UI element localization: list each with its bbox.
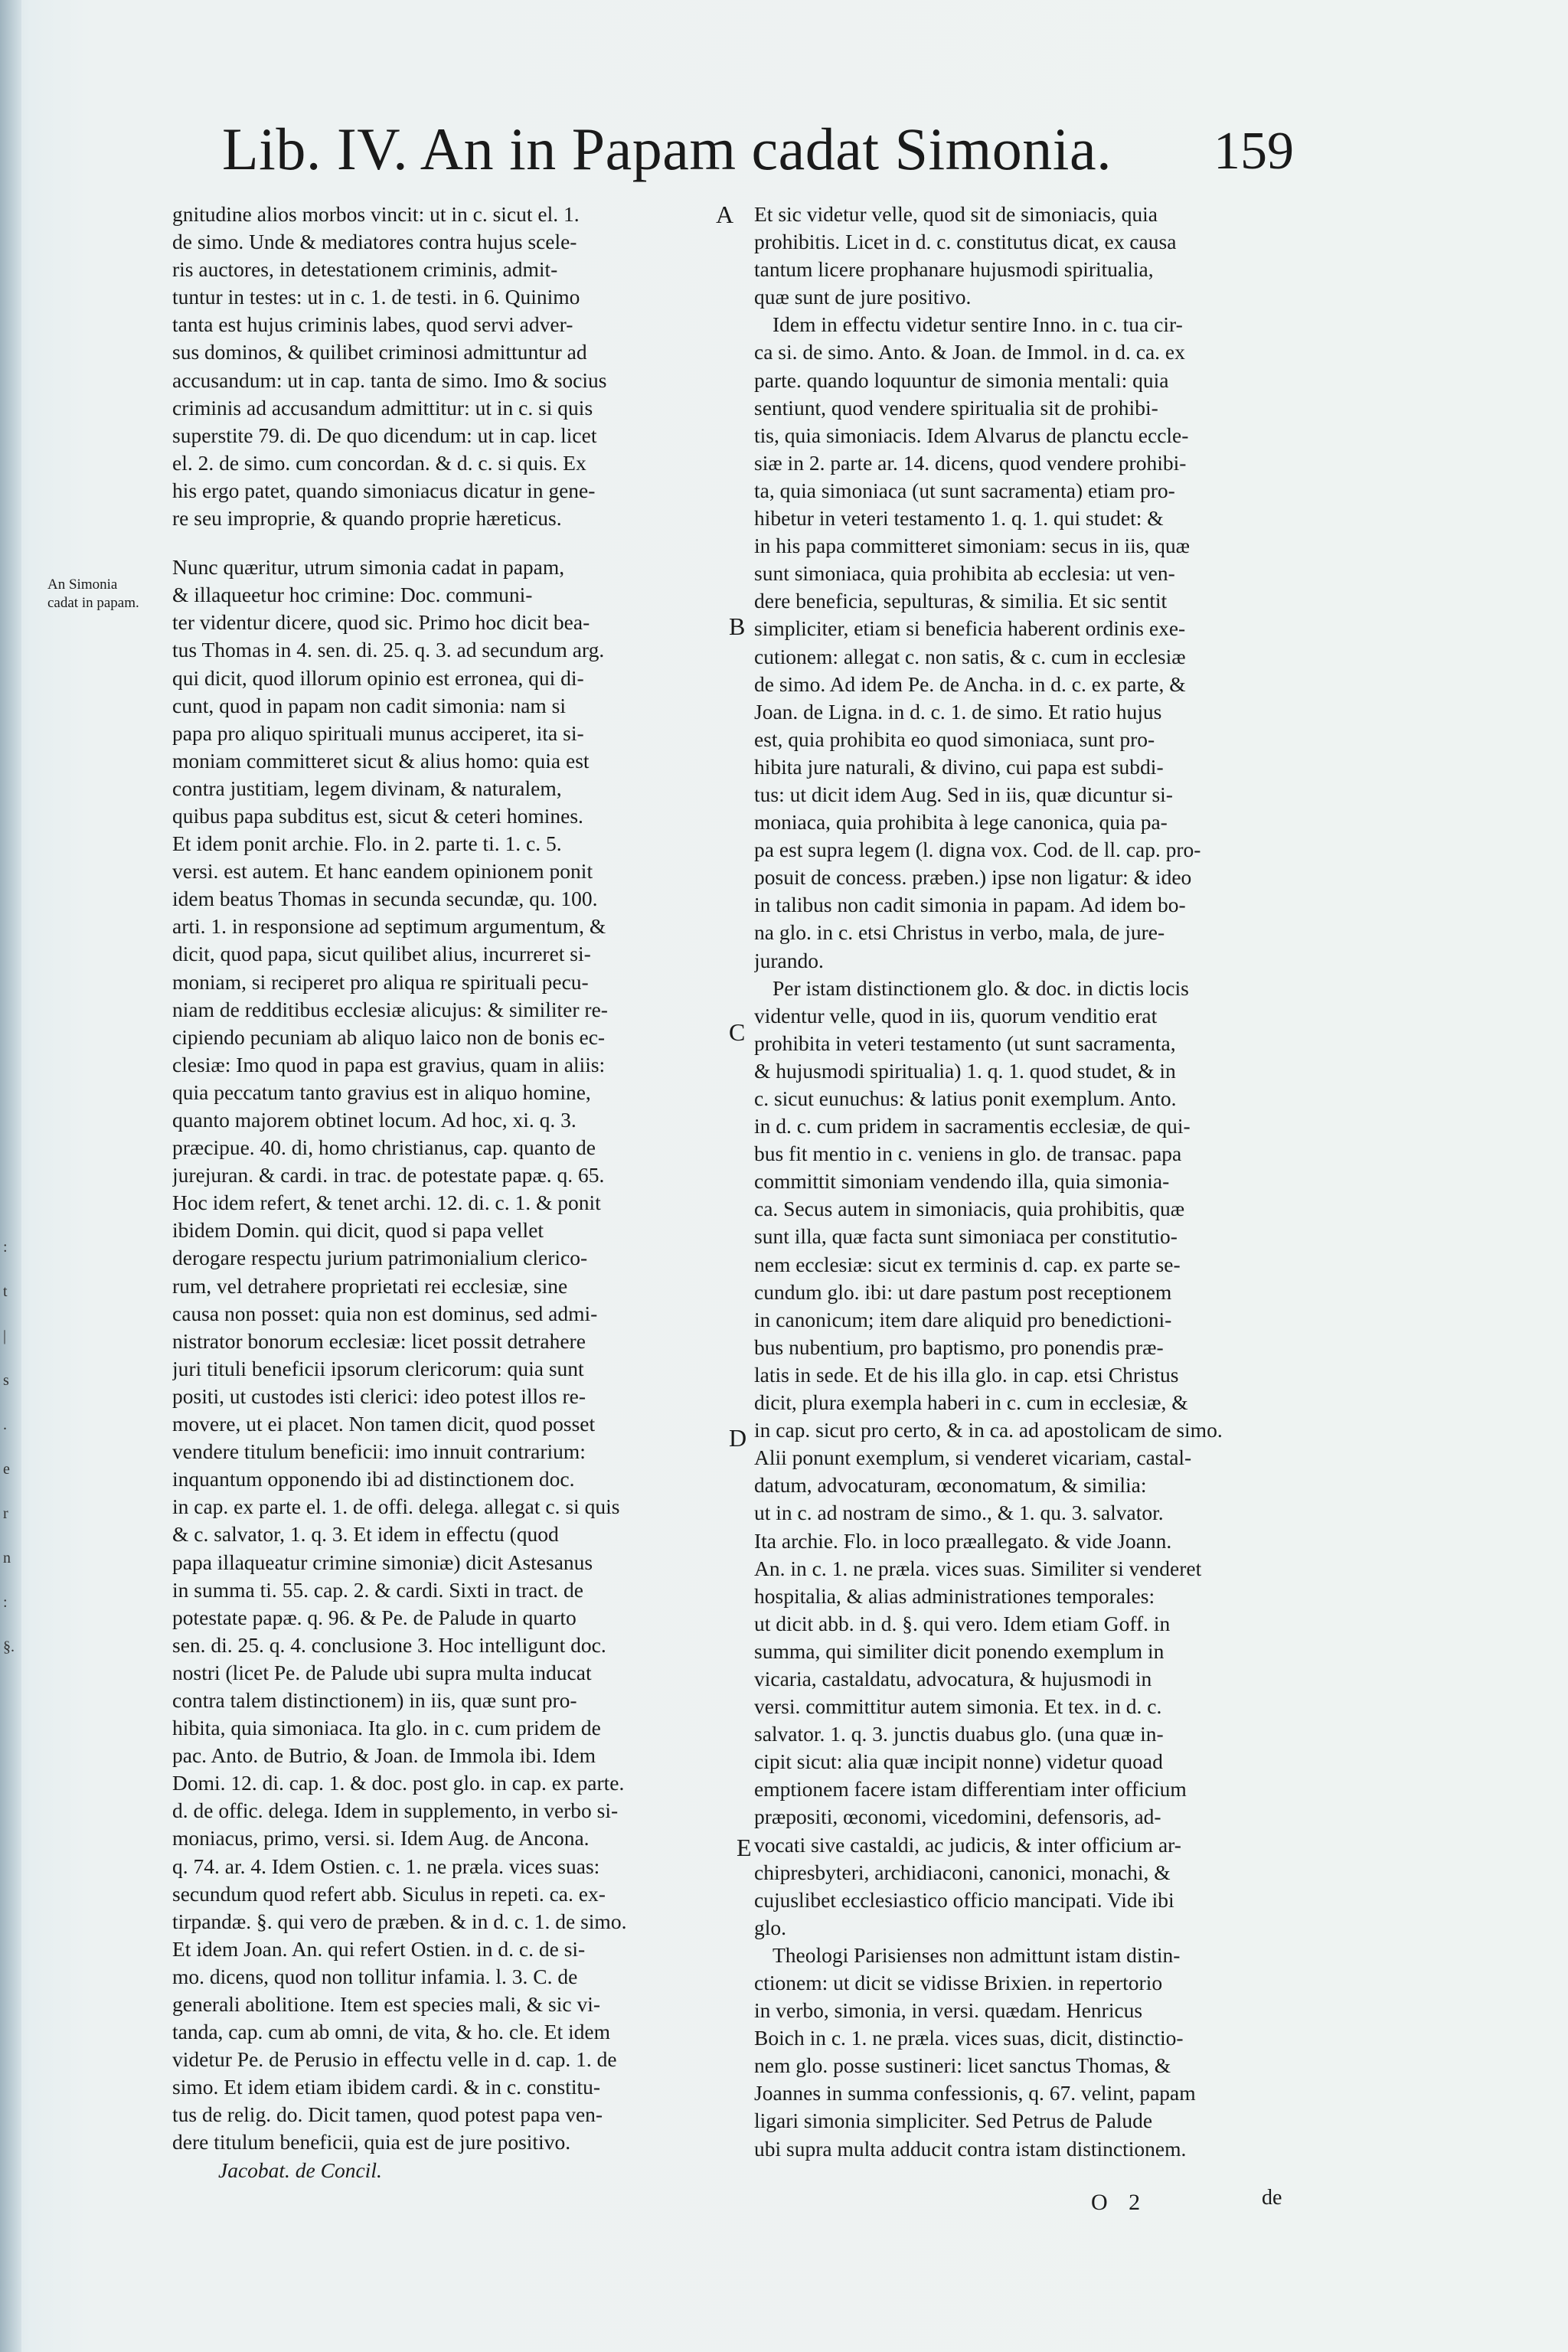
text-line: glo. [754,1915,787,1939]
text-line: secundum quod refert abb. Siculus in repeti. ca. ex- [172,1881,606,1906]
text-line: videtur Pe. de Perusio in effectu velle in d. cap. 1. de [172,2047,617,2072]
text-line: qui dicit, quod illorum opinio est erronea, qui di- [172,665,584,690]
text-line: Theologi Parisienses non admittunt istam distin- [773,1942,1181,1967]
text-line: in d. c. cum pridem in sacramentis ecclesiæ, de qui- [754,1114,1191,1138]
text-line: his ergo patet, quando simoniacus dicatur in gene- [172,478,596,502]
section-marker-e: E [737,1834,752,1861]
text-line: sunt illa, quæ facta sunt simoniaca per constitutio- [754,1224,1178,1249]
text-line: moniam, si reciperet pro aliqua re spirituali pecu- [172,969,589,994]
text-line: Et sic videtur velle, quod sit de simoniacis, quia [754,202,1158,226]
text-line: hibita, quia simoniaca. Ita glo. in c. cum pridem de [172,1716,601,1740]
text-line: ca si. de simo. Anto. & Joan. de Immol. in d. ca. ex [754,340,1185,364]
text-line: Et idem ponit archie. Flo. in 2. parte ti. 1. c. 5. [172,831,562,856]
text-line: ter videntur dicere, quod sic. Primo hoc dicit bea- [172,610,590,635]
section-marker-b: B [729,612,746,640]
left-paragraph-1 [172,201,727,532]
text-line: Alii ponunt exemplum, si venderet vicariam, castal- [754,1446,1192,1470]
left-catchword: Jacobat. de Concil. [218,2158,382,2182]
text-line: in talibus non cadit simonia in papam. Ad idem bo- [754,893,1186,917]
signature-mark: O 2 [1091,2190,1148,2215]
text-line: dicit, quod papa, sicut quilibet alius, incurreret si- [172,942,591,966]
text-line: rum, vel detrahere proprietati rei ecclesiæ, sine [172,1273,568,1298]
text-line: Joan. de Ligna. in d. c. 1. de simo. Et ratio hujus [754,699,1162,724]
text-line: sen. di. 25. q. 4. conclusione 3. Hoc intelligunt doc. [172,1632,606,1657]
text-line: q. 74. ar. 4. Idem Ostien. c. 1. ne præla. vices suas: [172,1854,600,1878]
text-line: na glo. in c. etsi Christus in verbo, mala, de jure- [754,920,1165,945]
text-line: in summa ti. 55. cap. 2. & cardi. Sixti in tract. de [172,1577,583,1602]
text-line: ris auctores, in detestationem criminis, admit- [172,257,558,282]
text-line: tuntur in testes: ut in c. 1. de testi. in 6. Quinimo [172,285,580,309]
text-line: salvator. 1. q. 3. junctis duabus glo. (una quæ in- [754,1722,1164,1746]
text-line: sunt simoniaca, quia prohibita ab ecclesia: ut ven- [754,561,1175,586]
text-line: nem glo. posse sustineri: licet sanctus Thomas, & [754,2053,1171,2078]
text-line: vocati sive castaldi, ac judicis, & inter officium ar- [754,1832,1181,1857]
text-line: videntur velle, quod in iis, quorum venditio erat [754,1003,1158,1027]
text-line: & hujusmodi spiritualia) 1. q. 1. quod studet, & in [754,1058,1176,1083]
text-line: jurando. [754,948,824,972]
text-line: tus: ut dicit idem Aug. Sed in iis, quæ dicuntur si- [754,782,1173,806]
text-line: bus fit mentio in c. veniens in glo. de transac. papa [754,1142,1182,1166]
text-line: Et idem Joan. An. qui refert Ostien. in d. c. de si- [172,1936,586,1961]
text-line: Joannes in summa confessionis, q. 67. velint, papam [754,2081,1196,2105]
text-line: cujuslibet ecclesiastico officio mancipati. Vide ibi [754,1887,1174,1912]
text-line: emptionem facere istam differentiam inter officium [754,1777,1187,1802]
text-line: idem beatus Thomas in secunda secundæ, qu. 100. [172,887,598,911]
text-line: ctionem: ut dicit se vidisse Brixien. in repertorio [754,1971,1163,1994]
text-line: pa est supra legem (l. digna vox. Cod. de ll. cap. pro- [754,838,1201,862]
text-line: nostri (licet Pe. de Palude ubi supra multa inducat [172,1660,592,1684]
text-line: arti. 1. in responsione ad septimum argumentum, & [172,914,606,939]
text-line: ut in c. ad nostram de simo., & 1. qu. 3. salvator. [754,1501,1164,1525]
page-number: 159 [1214,122,1294,181]
text-line: ibidem Domin. qui dicit, quod si papa vellet [172,1218,544,1243]
text-line: vicaria, castaldatu, advocatura, & hujusmodi in [754,1666,1152,1690]
running-title: Lib. IV. An in Papam cadat Simonia. [222,116,1112,182]
text-line: nem ecclesiæ: sicut ex terminis d. cap. ex parte se- [754,1252,1181,1276]
text-line: in canonicum; item dare aliquid pro benedictioni- [754,1307,1172,1331]
text-line: dere beneficia, sepulturas, & similia. Et sic sentit [754,589,1168,613]
left-paragraph-2 [172,554,727,2156]
right-paragraph-4 [754,1942,1313,2163]
text-line: Per istam distinctionem glo. & doc. in dictis locis [773,975,1189,1000]
text-line: movere, ut ei placet. Non tamen dicit, quod posset [172,1412,596,1436]
text-line: posuit de concess. præben.) ipse non ligatur: & ideo [754,865,1192,890]
text-line: prohibitis. Licet in d. c. constitutus dicat, ex causa [754,230,1177,254]
text-line: inquantum opponendo ibi ad distinctionem doc. [172,1467,575,1491]
text-line: prohibita in veteri testamento (ut sunt sacramenta, [754,1031,1176,1055]
text-line: moniacus, primo, versi. si. Idem Aug. de Ancona. [172,1826,590,1851]
text-line: tirpandæ. §. qui vero de præben. & in d. c. 1. de simo. [172,1909,627,1933]
text-line: d. de offic. delega. Idem in supplemento, in verbo si- [172,1798,619,1823]
text-line: in verbo, simonia, in versi. quædam. Henricus [754,1998,1143,2023]
page-header [222,115,1294,199]
text-line: & c. salvator, 1. q. 3. Et idem in effectu (quod [172,1522,559,1547]
text-line: juri tituli beneficii ipsorum clericorum: quia sunt [172,1356,584,1380]
text-line: superstite 79. di. De quo dicendum: ut in cap. licet [172,423,597,447]
text-line: ubi supra multa adducit contra istam distinctionem. [754,2136,1187,2161]
right-paragraph-3 [754,975,1313,1942]
text-line: ut dicit abb. in d. §. qui vero. Idem etiam Goff. in [754,1611,1171,1635]
text-line: Nunc quæritur, utrum simonia cadat in papam, [172,555,565,580]
text-line: generali abolitione. Item est species mali, & sic vi- [172,1992,600,2016]
text-line: positi, ut custodes isti clerici: ideo potest illos re- [172,1383,586,1408]
text-line: pac. Anto. de Butrio, & Joan. de Immola ibi. Idem [172,1743,596,1768]
text-line: bus nubentium, pro baptismo, pro ponendis præ- [754,1334,1164,1359]
text-line: est, quia prohibita eo quod simoniaca, sunt pro- [754,727,1155,751]
right-paragraph-1 [754,201,1313,311]
text-line: in cap. sicut pro certo, & in ca. ad apostolicam de simo. [754,1418,1223,1442]
text-line: Hoc idem refert, & tenet archi. 12. di. c. 1. & ponit [172,1191,601,1215]
text-line: mo. dicens, quod non tollitur infamia. l. 3. C. de [172,1964,578,1988]
text-line: in cap. ex parte el. 1. de offi. delega. allegat c. si quis [172,1494,620,1519]
text-line: committit simoniam vendendo illa, quia simonia- [754,1169,1170,1194]
text-line: tanda, cap. cum ab omni, de vita, & ho. cle. Et idem [172,2020,610,2044]
text-line: moniam committeret sicut & alius homo: quia est [172,748,590,773]
text-line: niam de redditibus ecclesiæ alicujus: & similiter re- [172,997,608,1021]
text-line: clesiæ: Imo quod in papa est gravius, quam in aliis: [172,1052,606,1076]
text-line: cutionem: allegat c. non satis, & c. cum in ecclesiæ [754,644,1186,668]
text-line: jurejuran. & cardi. in trac. de potestate papæ. q. 65. [172,1163,605,1187]
text-line: de simo. Unde & mediatores contra hujus scele- [172,230,577,254]
text-line: Domi. 12. di. cap. 1. & doc. post glo. in cap. ex parte. [172,1771,625,1795]
text-line: cundum glo. ibi: ut dare pastum post receptionem [754,1279,1172,1304]
text-line: contra justitiam, legem divinam, & naturalem, [172,776,562,800]
text-line: contra talem distinctionem) in iis, quæ sunt pro- [172,1687,577,1712]
section-marker-a: A [716,201,734,228]
text-line: parte. quando loquuntur de simonia mentali: quia [754,368,1169,392]
edge-fragments: : t | s . e r n : §. [3,1239,15,1655]
text-line: latis in sede. Et de his illa glo. in cap. etsi Christus [754,1362,1179,1387]
text-line: tantum licere prophanare hujusmodi spiritualia, [754,257,1154,282]
text-line: quanto majorem obtinet locum. Ad hoc, xi. q. 3. [172,1108,577,1132]
text-line: cunt, quod in papam non cadit simonia: nam si [172,693,567,717]
text-line: præcipue. 40. di, homo christianus, cap. quanto de [172,1135,596,1160]
text-line: accusandum: ut in cap. tanta de simo. Imo & socius [172,368,607,392]
text-line: simpliciter, etiam si beneficia haberent ordinis exe- [754,616,1186,641]
text-line: potestate papæ. q. 96. & Pe. de Palude in quarto [172,1605,577,1629]
text-line: re seu improprie, & quando proprie hæreticus. [172,506,562,531]
right-paragraph-2 [754,311,1313,974]
text-line: ligari simonia simpliciter. Sed Petrus de Palude [754,2109,1153,2133]
section-marker-c: C [729,1018,746,1046]
text-line: ta, quia simoniaca (ut sunt sacramenta) etiam pro- [754,478,1175,502]
text-line: quibus papa subditus est, sicut & ceteri homines. [172,803,583,828]
text-line: simo. Et idem etiam ibidem cardi. & in c. constitu- [172,2075,601,2099]
text-line: tanta est hujus criminis labes, quod servi adver- [172,312,573,337]
section-marker-d: D [729,1424,747,1452]
text-line: papa pro aliquo spirituali munus acciperet, ita si- [172,720,584,745]
right-catchword: de [1262,2186,1282,2210]
text-line: criminis ad accusandum admittitur: ut in c. si quis [172,395,593,420]
text-line: Boich in c. 1. ne præla. vices suas, dicit, distinctio- [754,2026,1184,2050]
text-line: sentiunt, quod vendere spiritualia sit de prohibi- [754,395,1158,420]
binding-gutter [0,0,21,2352]
text-line: hibetur in veteri testamento 1. q. 1. qui studet: & [754,506,1164,531]
text-line: quæ sunt de jure positivo. [754,285,972,309]
text-line: papa illaqueatur crimine simoniæ) dicit Astesanus [172,1550,593,1574]
text-line: derogare respectu jurium patrimonialium clerico- [172,1246,588,1270]
text-line: summa, qui similiter dicit ponendo exemplum in [754,1638,1165,1663]
left-column [172,201,727,2184]
text-line: el. 2. de simo. cum concordan. & d. c. si quis. Ex [172,450,586,475]
text-line: in his papa committeret simoniam: secus in iis, quæ [754,534,1191,558]
text-line: tus de relig. do. Dicit tamen, quod potest papa ven- [172,2102,603,2127]
text-line: cipit sicut: alia quæ incipit nonne) videtur quoad [754,1749,1163,1774]
text-line: moniaca, quia prohibita à lege canonica, quia pa- [754,810,1168,835]
text-line: de simo. Ad idem Pe. de Ancha. in d. c. ex parte, & [754,671,1186,696]
text-line: hibita jure naturali, & divino, cui papa est subdi- [754,754,1164,779]
text-line: causa non posset: quia non est dominus, sed admi- [172,1301,598,1325]
text-line: dicit, plura exempla haberi in c. cum in ecclesiæ, & [754,1390,1188,1415]
text-line: siæ in 2. parte ar. 14. dicens, quod vendere prohibi- [754,450,1187,475]
text-line: ca. Secus autem in simoniacis, quia prohibitis, quæ [754,1197,1185,1221]
text-line: nistrator bonorum ecclesiæ: licet possit detrahere [172,1328,586,1353]
text-line: c. sicut eunuchus: & latius ponit exemplum. Anto. [754,1086,1177,1110]
text-line: dere titulum beneficii, quia est de jure positivo. [172,2130,571,2154]
text-line: versi. est autem. Et hanc eandem opinionem ponit [172,859,593,884]
text-line: vendere titulum beneficii: imo innuit contrarium: [172,1439,586,1464]
text-line: præpositi, œconomi, vicedomini, defensoris, ad- [754,1805,1161,1829]
text-line: quia peccatum tanto gravius est in aliquo homine, [172,1080,591,1104]
text-line: chipresbyteri, archidiaconi, canonici, monachi, & [754,1860,1171,1884]
text-line: cipiendo pecuniam ab aliquo laico non de bonis ec- [172,1024,606,1049]
text-line: tis, quia simoniacis. Idem Alvarus de planctu eccle- [754,423,1189,447]
text-line: versi. committitur autem simonia. Et tex. in d. c. [754,1694,1162,1719]
text-line: Idem in effectu videtur sentire Inno. in c. tua cir- [773,312,1183,337]
margin-note: An Simonia cadat in papam. [47,577,139,611]
text-line: datum, advocaturam, œconomatum, & similia: [754,1473,1147,1498]
text-line: & illaqueetur hoc crimine: Doc. communi- [172,583,533,607]
text-line: Ita archie. Flo. in loco præallegato. & vide Joann. [754,1528,1172,1553]
text-line: hospitalia, & alias administrationes temporales: [754,1583,1155,1608]
text-line: An. in c. 1. ne præla. vices suas. Similiter si venderet [754,1556,1202,1580]
text-line: sus dominos, & quilibet criminosi admittuntur ad [172,340,587,364]
text-line: tus Thomas in 4. sen. di. 25. q. 3. ad secundum arg. [172,638,605,662]
right-column [754,201,1313,2163]
text-line: gnitudine alios morbos vincit: ut in c. sicut el. 1. [172,202,580,226]
